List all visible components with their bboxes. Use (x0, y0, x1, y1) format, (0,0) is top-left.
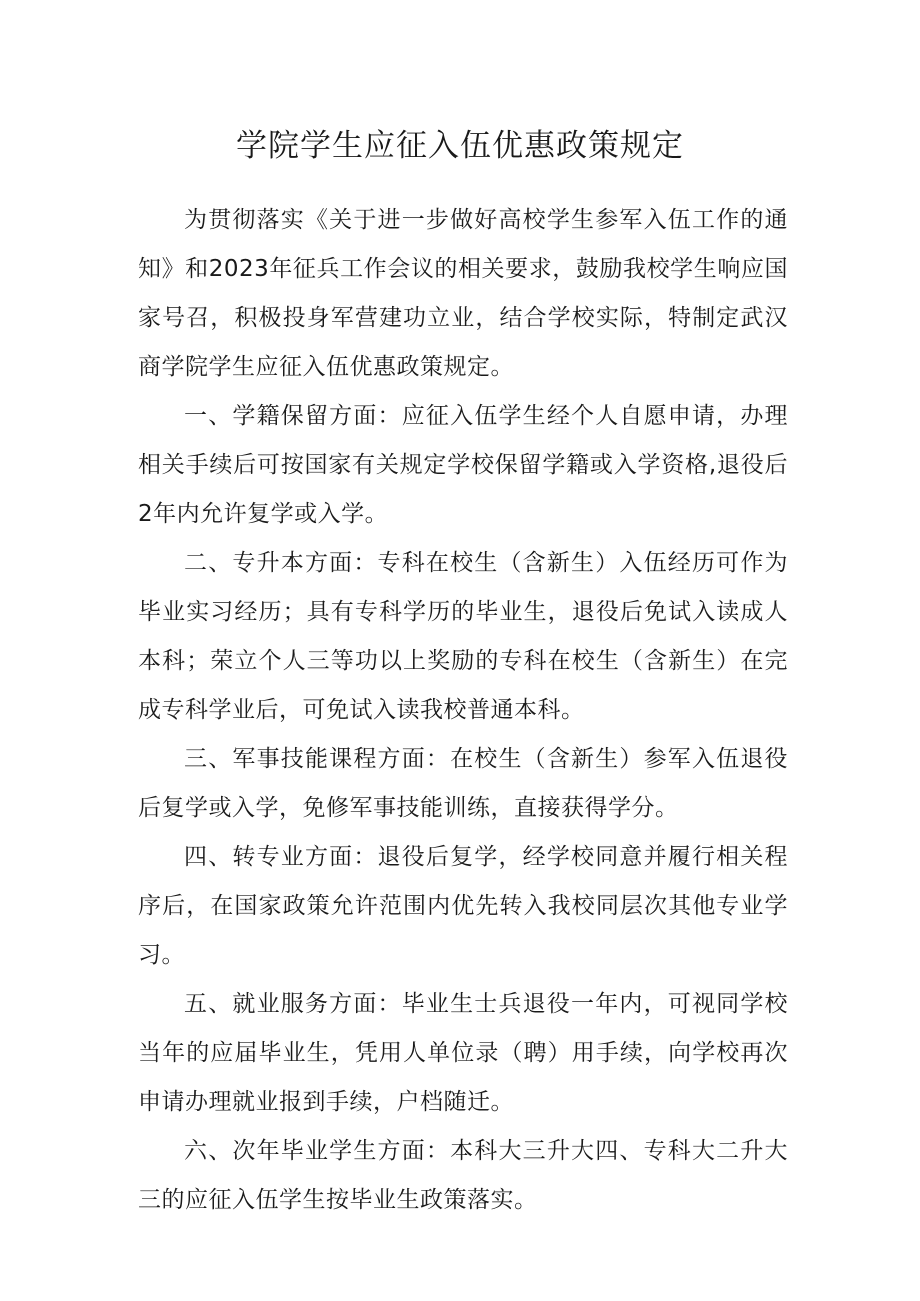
preamble-paragraph: 为贯彻落实《关于进一步做好高校学生参军入伍工作的通知》和2023年征兵工作会议的相关要求，鼓励我校学生响应国家号召，积极投身军营建功立业，结合学校实际，特制定武汉商学院学生应征入伍优惠政策规定。 (138, 207, 788, 380)
document-title: 学院学生应征入伍优惠政策规定 (236, 128, 684, 164)
section-upgrade-to-bachelor: 二、专升本方面：专科在校生（含新生）入伍经历可作为毕业实习经历；具有专科学历的毕业生，退役后免试入读成人本科；荣立个人三等功以上奖励的专科在校生（含新生）在完成专科学业后，可免试入读我校普通本科。 (138, 550, 788, 723)
section-student-status: 一、学籍保留方面：应征入伍学生经个人自愿申请，办理相关手续后可按国家有关规定学校保留学籍或入学资格,退役后2年内允许复学或入学。 (138, 403, 788, 527)
section-change-major: 四、转专业方面：退役后复学，经学校同意并履行相关程序后，在国家政策允许范围内优先转入我校同层次其他专业学习。 (138, 844, 788, 968)
section-next-year-graduates: 六、次年毕业学生方面：本科大三升大四、专科大二升大三的应征入伍学生按毕业生政策落实。 (138, 1138, 788, 1213)
section-military-skills-course: 三、军事技能课程方面：在校生（含新生）参军入伍退役后复学或入学，免修军事技能训练，直接获得学分。 (138, 746, 788, 821)
section-employment-services: 五、就业服务方面：毕业生士兵退役一年内，可视同学校当年的应届毕业生，凭用人单位录（聘）用手续，向学校再次申请办理就业报到手续，户档随迁。 (138, 991, 788, 1115)
document-body (138, 196, 788, 1225)
